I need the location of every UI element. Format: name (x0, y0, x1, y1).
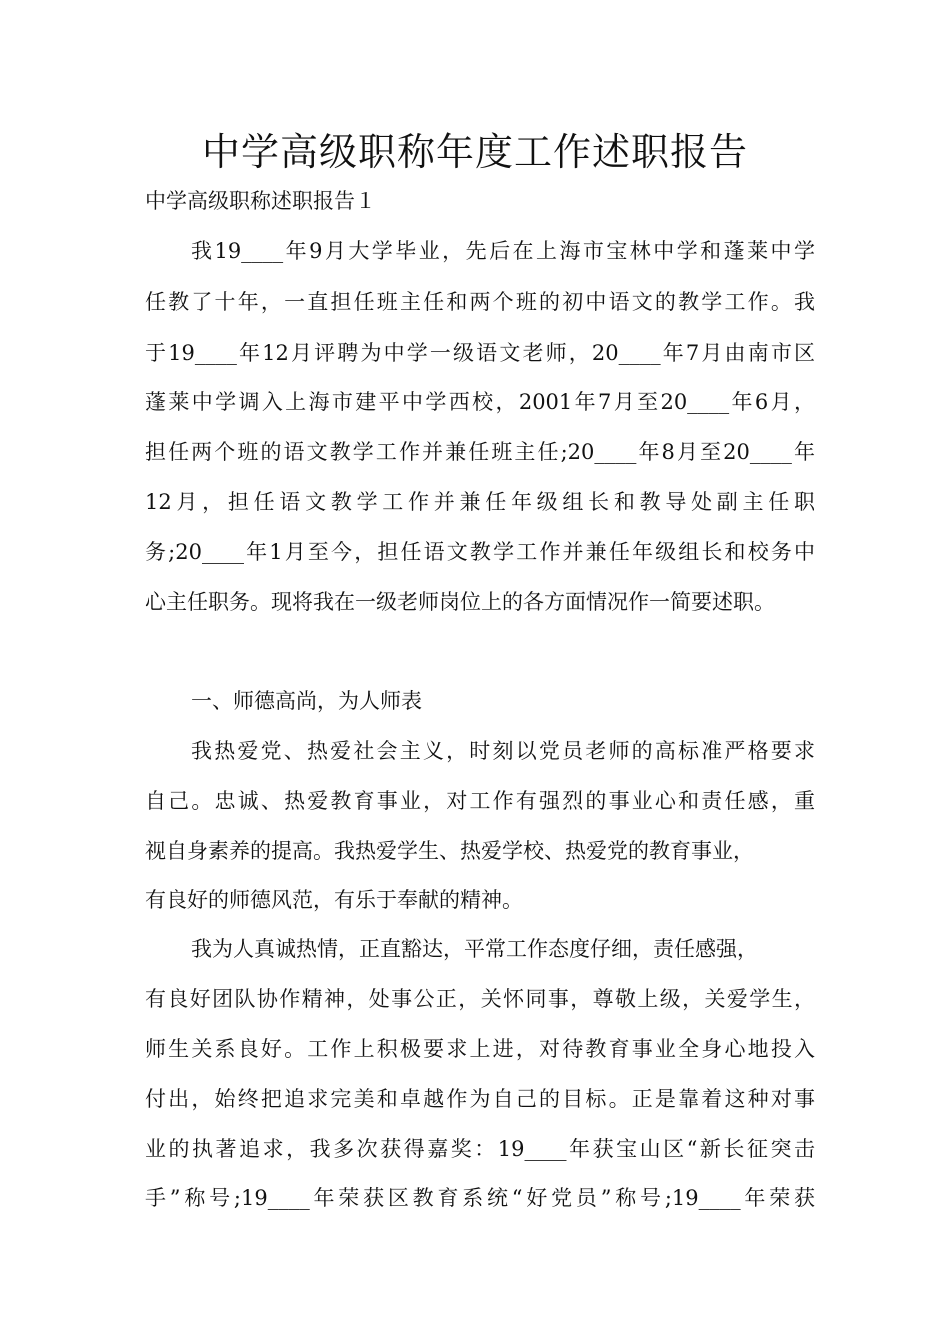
paragraph-line: 我热爱党、热爱社会主义，时刻以党员老师的高标准严格要求 (191, 739, 815, 763)
paragraph-line: 视自身素养的提高。我热爱学生、热爱学校、热爱党的教育事业， (145, 839, 754, 863)
paragraph-line: 担任两个班的语文教学工作并兼任班主任;20____年8月至20____年 (145, 440, 815, 464)
paragraph-line: 师生关系良好。工作上积极要求上进，对待教育事业全身心地投入 (145, 1037, 815, 1061)
document-subtitle: 中学高级职称述职报告１ (145, 189, 376, 213)
paragraph-line: 12月，担任语文教学工作并兼任年级组长和教导处副主任职 (145, 490, 815, 514)
paragraph-line: 有良好的师德风范，有乐于奉献的精神。 (145, 888, 523, 912)
paragraph-line: 付出，始终把追求完美和卓越作为自己的目标。正是靠着这种对事 (145, 1087, 815, 1111)
paragraph-line: 蓬莱中学调入上海市建平中学西校，2001年7月至20____年6月， (145, 390, 815, 414)
paragraph-line: 我19____年9月大学毕业，先后在上海市宝林中学和蓬莱中学 (191, 239, 815, 263)
document-title: 中学高级职称年度工作述职报告 (201, 130, 748, 174)
section-heading: 一、师德高尚，为人师表 (191, 689, 422, 713)
paragraph-line: 我为人真诚热情，正直豁达，平常工作态度仔细，责任感强， (191, 937, 758, 961)
paragraph-line: 自己。忠诚、热爱教育事业，对工作有强烈的事业心和责任感，重 (145, 789, 815, 813)
paragraph-line: 业的执著追求，我多次获得嘉奖：19____年获宝山区“新长征突击 (145, 1137, 815, 1161)
paragraph-line: 心主任职务。现将我在一级老师岗位上的各方面情况作一简要述职。 (145, 590, 775, 614)
paragraph-line: 务;20____年1月至今，担任语文教学工作并兼任年级组长和校务中 (145, 540, 815, 564)
paragraph-line: 任教了十年，一直担任班主任和两个班的初中语文的教学工作。我 (145, 290, 815, 314)
paragraph-line: 于19____年12月评聘为中学一级语文老师，20____年7月由南市区 (145, 341, 815, 365)
paragraph-line: 手”称号;19____年荣获区教育系统“好党员”称号;19____年荣获 (145, 1186, 815, 1210)
paragraph-line: 有良好团队协作精神，处事公正，关怀同事，尊敬上级，关爱学生， (145, 987, 815, 1011)
